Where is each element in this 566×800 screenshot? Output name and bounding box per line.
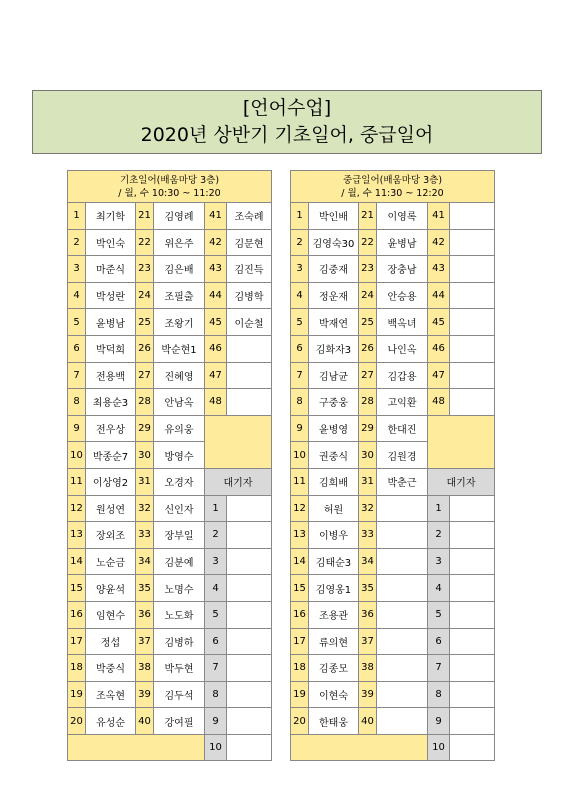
entry-number: 39	[136, 681, 154, 708]
waiting-number: 4	[205, 575, 227, 602]
waiting-name	[227, 708, 272, 735]
table-row	[68, 203, 272, 230]
waiting-name	[450, 575, 495, 602]
entry-number: 41	[428, 203, 450, 230]
entry-number: 22	[136, 229, 154, 256]
waiting-number: 5	[428, 601, 450, 628]
entry-name	[377, 522, 428, 549]
entry-number: 12	[68, 495, 86, 522]
table-row	[68, 335, 272, 362]
entry-name	[450, 229, 495, 256]
waiting-name	[450, 655, 495, 682]
table-row	[68, 628, 272, 655]
entry-name: 김영옹1	[309, 575, 359, 602]
entry-number: 48	[428, 389, 450, 416]
entry-number: 30	[359, 442, 377, 469]
entry-number: 2	[291, 229, 309, 256]
entry-number: 8	[291, 389, 309, 416]
waiting-number: 10	[205, 734, 227, 761]
entry-name: 조필출	[154, 282, 205, 309]
waiting-number: 10	[428, 734, 450, 761]
entry-name	[227, 335, 272, 362]
entry-name: 이순철	[227, 309, 272, 336]
entry-number: 2	[68, 229, 86, 256]
waiting-number: 3	[205, 548, 227, 575]
entry-number: 45	[428, 309, 450, 336]
entry-name: 이병우	[309, 522, 359, 549]
blank-cell	[291, 734, 428, 761]
entry-name: 양윤석	[86, 575, 136, 602]
entry-name: 김갑용	[377, 362, 428, 389]
entry-number: 4	[68, 282, 86, 309]
entry-name: 백옥녀	[377, 309, 428, 336]
entry-name: 김중재	[309, 256, 359, 283]
entry-name	[377, 708, 428, 735]
entry-name: 고익환	[377, 389, 428, 416]
entry-number: 17	[68, 628, 86, 655]
entry-name: 김문현	[227, 229, 272, 256]
waiting-name	[450, 708, 495, 735]
entry-name: 강여필	[154, 708, 205, 735]
entry-number: 46	[205, 335, 227, 362]
waiting-number: 8	[205, 681, 227, 708]
entry-name: 방영수	[154, 442, 205, 469]
entry-number: 28	[136, 389, 154, 416]
entry-number: 34	[136, 548, 154, 575]
entry-number: 18	[291, 655, 309, 682]
waiting-number: 2	[428, 522, 450, 549]
entry-number: 24	[136, 282, 154, 309]
entry-number: 11	[291, 468, 309, 495]
entry-name	[377, 575, 428, 602]
entry-name	[450, 389, 495, 416]
entry-number: 16	[291, 601, 309, 628]
table-row	[68, 495, 272, 522]
entry-name	[450, 335, 495, 362]
entry-number: 36	[136, 601, 154, 628]
entry-name: 최기학	[86, 203, 136, 230]
entry-number: 42	[205, 229, 227, 256]
blank-cell	[68, 734, 205, 761]
entry-number: 41	[205, 203, 227, 230]
waiting-number: 7	[205, 655, 227, 682]
entry-name	[450, 256, 495, 283]
basic-header	[68, 171, 272, 203]
entry-number: 25	[359, 309, 377, 336]
entry-number: 32	[359, 495, 377, 522]
entry-number: 5	[68, 309, 86, 336]
entry-number: 42	[428, 229, 450, 256]
entry-number: 44	[205, 282, 227, 309]
entry-name: 김은배	[154, 256, 205, 283]
entry-name: 김영례	[154, 203, 205, 230]
entry-number: 12	[291, 495, 309, 522]
entry-number: 1	[291, 203, 309, 230]
entry-name: 조왕기	[154, 309, 205, 336]
table-row	[291, 335, 495, 362]
entry-number: 35	[359, 575, 377, 602]
entry-number: 37	[359, 628, 377, 655]
waiting-name	[450, 681, 495, 708]
waiting-name	[227, 575, 272, 602]
entry-number: 45	[205, 309, 227, 336]
entry-number: 15	[291, 575, 309, 602]
entry-number: 24	[359, 282, 377, 309]
table-row	[291, 628, 495, 655]
entry-name: 구중웅	[309, 389, 359, 416]
entry-name: 윤병남	[377, 229, 428, 256]
entry-name: 정섭	[86, 628, 136, 655]
table-row	[291, 601, 495, 628]
table-row	[291, 655, 495, 682]
entry-name: 이상영2	[86, 468, 136, 495]
entry-name: 김진득	[227, 256, 272, 283]
entry-name: 이현숙	[309, 681, 359, 708]
entry-name: 김태순3	[309, 548, 359, 575]
entry-number: 47	[428, 362, 450, 389]
entry-name: 장충남	[377, 256, 428, 283]
entry-name: 장외조	[86, 522, 136, 549]
entry-number: 33	[136, 522, 154, 549]
entry-name: 진혜영	[154, 362, 205, 389]
table-row	[291, 203, 495, 230]
table-row	[68, 362, 272, 389]
entry-name: 박성란	[86, 282, 136, 309]
entry-name: 안승용	[377, 282, 428, 309]
table-row	[291, 548, 495, 575]
entry-number: 30	[136, 442, 154, 469]
table-row	[68, 309, 272, 336]
entry-number: 35	[136, 575, 154, 602]
waiting-number: 7	[428, 655, 450, 682]
entry-number: 38	[136, 655, 154, 682]
blank-cell	[205, 415, 272, 468]
entry-number: 29	[136, 415, 154, 442]
entry-number: 23	[359, 256, 377, 283]
entry-name: 오경자	[154, 468, 205, 495]
entry-name	[450, 362, 495, 389]
intermediate-japanese-roster	[290, 170, 495, 761]
entry-number: 14	[291, 548, 309, 575]
entry-number: 7	[291, 362, 309, 389]
entry-number: 11	[68, 468, 86, 495]
entry-number: 37	[136, 628, 154, 655]
entry-name: 김남균	[309, 362, 359, 389]
waiting-name	[450, 601, 495, 628]
entry-name: 박인숙	[86, 229, 136, 256]
entry-number: 26	[359, 335, 377, 362]
intermediate-header-line-1: 중급일어(배움마당 3층)	[342, 175, 443, 186]
entry-name: 노도화	[154, 601, 205, 628]
entry-name: 김화자3	[309, 335, 359, 362]
entry-name: 한태웅	[309, 708, 359, 735]
entry-number: 39	[359, 681, 377, 708]
entry-number: 19	[291, 681, 309, 708]
table-row	[68, 282, 272, 309]
entry-name: 노순금	[86, 548, 136, 575]
table-row	[68, 522, 272, 549]
table-row	[291, 468, 495, 495]
entry-number: 38	[359, 655, 377, 682]
table-row	[291, 681, 495, 708]
entry-name	[450, 282, 495, 309]
entry-name: 박종순7	[86, 442, 136, 469]
entry-number: 27	[136, 362, 154, 389]
title-line-2: 2020년 상반기 기초일어, 중급일어	[140, 124, 434, 146]
table-row	[291, 229, 495, 256]
table-row	[68, 708, 272, 735]
entry-number: 32	[136, 495, 154, 522]
entry-number: 3	[291, 256, 309, 283]
entry-number: 48	[205, 389, 227, 416]
entry-name: 전용백	[86, 362, 136, 389]
table-row	[291, 389, 495, 416]
entry-number: 33	[359, 522, 377, 549]
entry-name: 권중식	[309, 442, 359, 469]
table-row	[68, 575, 272, 602]
entry-number: 6	[68, 335, 86, 362]
waiting-number: 9	[205, 708, 227, 735]
entry-name	[377, 628, 428, 655]
waiting-number: 1	[428, 495, 450, 522]
entry-name	[377, 548, 428, 575]
entry-name: 신인자	[154, 495, 205, 522]
entry-number: 31	[136, 468, 154, 495]
entry-name	[377, 655, 428, 682]
basic-header-line-2: / 월, 수 10:30 ~ 11:20	[118, 188, 221, 199]
waiting-number: 6	[205, 628, 227, 655]
table-row	[68, 655, 272, 682]
table-row	[291, 256, 495, 283]
entry-number: 29	[359, 415, 377, 442]
table-row	[291, 522, 495, 549]
entry-number: 21	[136, 203, 154, 230]
waiting-name	[227, 548, 272, 575]
entry-name	[450, 309, 495, 336]
entry-name: 박재연	[309, 309, 359, 336]
waiting-name	[450, 548, 495, 575]
entry-name	[227, 362, 272, 389]
waiting-list-header: 대기자	[428, 468, 495, 495]
entry-number: 36	[359, 601, 377, 628]
waiting-list-header: 대기자	[205, 468, 272, 495]
entry-number: 10	[291, 442, 309, 469]
entry-number: 14	[68, 548, 86, 575]
entry-number: 40	[136, 708, 154, 735]
entry-number: 40	[359, 708, 377, 735]
table-row	[68, 548, 272, 575]
table-row	[68, 734, 272, 761]
entry-number: 3	[68, 256, 86, 283]
waiting-number: 4	[428, 575, 450, 602]
entry-name: 박춘근	[377, 468, 428, 495]
entry-name: 한대진	[377, 415, 428, 442]
waiting-number: 8	[428, 681, 450, 708]
title-box	[32, 90, 542, 154]
entry-number: 8	[68, 389, 86, 416]
waiting-number: 9	[428, 708, 450, 735]
entry-name: 류의현	[309, 628, 359, 655]
waiting-name	[227, 495, 272, 522]
entry-name: 임현수	[86, 601, 136, 628]
entry-number: 10	[68, 442, 86, 469]
entry-number: 43	[428, 256, 450, 283]
entry-number: 1	[68, 203, 86, 230]
waiting-name	[450, 734, 495, 761]
entry-name: 김희배	[309, 468, 359, 495]
entry-number: 43	[205, 256, 227, 283]
entry-number: 27	[359, 362, 377, 389]
intermediate-header	[291, 171, 495, 203]
entry-number: 34	[359, 548, 377, 575]
entry-number: 25	[136, 309, 154, 336]
entry-name: 박중식	[86, 655, 136, 682]
entry-number: 20	[291, 708, 309, 735]
entry-number: 26	[136, 335, 154, 362]
table-row	[291, 415, 495, 442]
basic-japanese-roster	[67, 170, 272, 761]
entry-number: 28	[359, 389, 377, 416]
table-row	[68, 229, 272, 256]
waiting-name	[450, 495, 495, 522]
entry-name	[377, 601, 428, 628]
entry-name: 박덕희	[86, 335, 136, 362]
table-row	[68, 415, 272, 442]
intermediate-header-line-2: / 월, 수 11:30 ~ 12:20	[341, 188, 444, 199]
entry-name: 최용순3	[86, 389, 136, 416]
entry-number: 15	[68, 575, 86, 602]
entry-number: 47	[205, 362, 227, 389]
table-row	[291, 362, 495, 389]
entry-name: 김원경	[377, 442, 428, 469]
entry-name: 조용관	[309, 601, 359, 628]
entry-number: 13	[68, 522, 86, 549]
entry-number: 23	[136, 256, 154, 283]
waiting-name	[227, 734, 272, 761]
entry-name: 박인배	[309, 203, 359, 230]
waiting-number: 2	[205, 522, 227, 549]
entry-number: 5	[291, 309, 309, 336]
waiting-name	[450, 628, 495, 655]
waiting-name	[227, 655, 272, 682]
entry-number: 44	[428, 282, 450, 309]
entry-name: 나인옥	[377, 335, 428, 362]
entry-number: 18	[68, 655, 86, 682]
basic-header-line-1: 기초일어(배움마당 3층)	[119, 175, 220, 186]
entry-number: 16	[68, 601, 86, 628]
table-row	[68, 681, 272, 708]
entry-number: 20	[68, 708, 86, 735]
table-row	[291, 282, 495, 309]
title-line-1: [언어수업]	[242, 97, 332, 119]
entry-name: 노명수	[154, 575, 205, 602]
waiting-number: 3	[428, 548, 450, 575]
waiting-name	[227, 601, 272, 628]
blank-cell	[428, 415, 495, 468]
entry-name: 김영숙30	[309, 229, 359, 256]
entry-name: 윤병남	[86, 309, 136, 336]
entry-number: 9	[68, 415, 86, 442]
table-row	[291, 708, 495, 735]
entry-number: 17	[291, 628, 309, 655]
entry-number: 21	[359, 203, 377, 230]
entry-number: 6	[291, 335, 309, 362]
waiting-name	[227, 522, 272, 549]
entry-name: 윤병영	[309, 415, 359, 442]
entry-name: 유성순	[86, 708, 136, 735]
entry-name: 유의웅	[154, 415, 205, 442]
table-row	[291, 734, 495, 761]
entry-name: 조숙례	[227, 203, 272, 230]
entry-name: 박두현	[154, 655, 205, 682]
entry-name: 김병학	[227, 282, 272, 309]
entry-name: 이영록	[377, 203, 428, 230]
entry-name: 김종모	[309, 655, 359, 682]
entry-name: 박순현1	[154, 335, 205, 362]
entry-number: 4	[291, 282, 309, 309]
entry-name: 위은주	[154, 229, 205, 256]
table-row	[68, 601, 272, 628]
waiting-name	[227, 628, 272, 655]
entry-name	[377, 681, 428, 708]
waiting-number: 5	[205, 601, 227, 628]
table-row	[291, 575, 495, 602]
entry-number: 7	[68, 362, 86, 389]
entry-name: 허원	[309, 495, 359, 522]
entry-name: 장부일	[154, 522, 205, 549]
entry-number: 9	[291, 415, 309, 442]
waiting-number: 1	[205, 495, 227, 522]
table-row	[68, 468, 272, 495]
entry-number: 31	[359, 468, 377, 495]
table-row	[68, 256, 272, 283]
waiting-name	[450, 522, 495, 549]
entry-name: 김분예	[154, 548, 205, 575]
table-row	[291, 309, 495, 336]
entry-number: 13	[291, 522, 309, 549]
table-row	[68, 389, 272, 416]
entry-name: 조옥현	[86, 681, 136, 708]
entry-name: 마준식	[86, 256, 136, 283]
entry-number: 22	[359, 229, 377, 256]
entry-name	[227, 389, 272, 416]
entry-number: 46	[428, 335, 450, 362]
waiting-name	[227, 681, 272, 708]
entry-name: 정운재	[309, 282, 359, 309]
entry-name: 김병하	[154, 628, 205, 655]
entry-name: 안남옥	[154, 389, 205, 416]
entry-name: 전우상	[86, 415, 136, 442]
table-row	[291, 495, 495, 522]
entry-name	[450, 203, 495, 230]
entry-name: 원성연	[86, 495, 136, 522]
entry-number: 19	[68, 681, 86, 708]
entry-name: 김두석	[154, 681, 205, 708]
entry-name	[377, 495, 428, 522]
waiting-number: 6	[428, 628, 450, 655]
